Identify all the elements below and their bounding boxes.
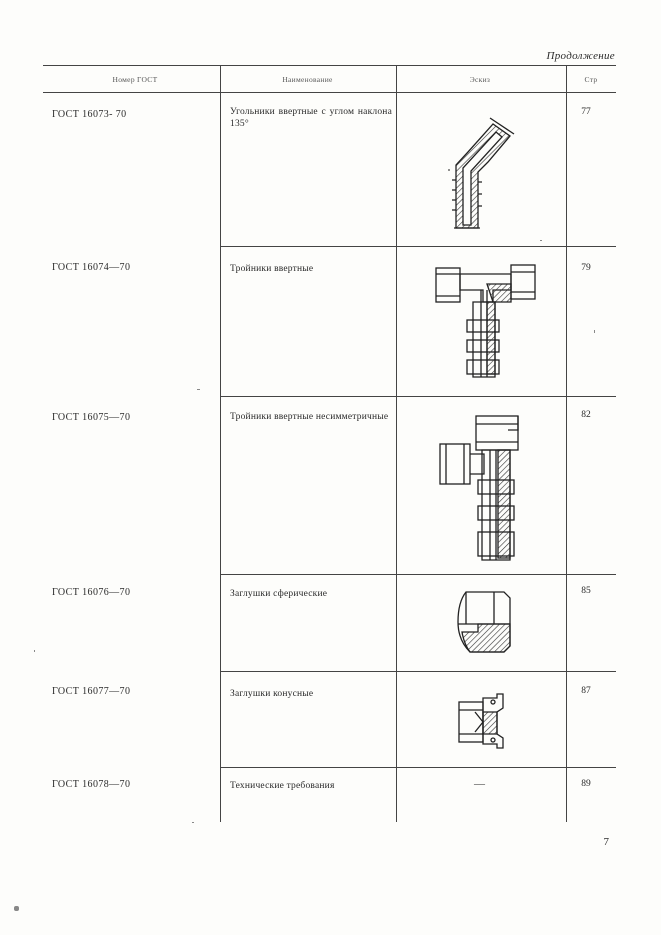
column-header-gost: Номер ГОСТ xyxy=(112,75,158,84)
conical-plug-sketch xyxy=(453,690,513,752)
scan-speck xyxy=(34,650,35,652)
page-ref: 85 xyxy=(581,586,591,596)
table-top-rule xyxy=(43,65,616,66)
gost-number: ГОСТ 16074—70 xyxy=(52,262,131,273)
item-name: Тройники ввертные xyxy=(230,264,314,274)
row-divider xyxy=(220,574,616,575)
column-divider xyxy=(566,65,567,822)
scan-speck xyxy=(192,822,194,823)
page-number: 7 xyxy=(603,836,609,848)
gost-number: ГОСТ 16075—70 xyxy=(52,412,131,423)
gost-number: ГОСТ 16073- 70 xyxy=(52,109,127,120)
scan-speck xyxy=(540,240,542,241)
scan-speck xyxy=(594,330,595,333)
spherical-plug-sketch xyxy=(456,588,516,656)
page-ref: 79 xyxy=(581,263,591,273)
item-name: Заглушки сферические xyxy=(230,589,328,599)
page-ref: 82 xyxy=(581,410,591,420)
scan-speck xyxy=(14,906,19,911)
page-ref: 77 xyxy=(581,107,591,117)
column-divider xyxy=(396,65,397,822)
item-name: Технические требования xyxy=(230,781,335,791)
item-name: Угольники ввертные с углом наклона 135° xyxy=(230,107,392,129)
column-header-sketch: Эскиз xyxy=(469,75,491,84)
elbow-135-sketch xyxy=(438,110,518,235)
row-divider xyxy=(220,671,616,672)
column-header-name: Наименование xyxy=(282,75,333,84)
row-divider xyxy=(220,396,616,397)
scan-speck xyxy=(197,389,200,390)
column-header-page: Стр xyxy=(584,75,598,84)
asymmetric-tee-sketch xyxy=(438,410,523,565)
gost-number: ГОСТ 16078—70 xyxy=(52,779,131,790)
gost-number: ГОСТ 16077—70 xyxy=(52,686,131,697)
row-divider xyxy=(220,246,616,247)
tee-sketch xyxy=(433,262,543,382)
item-name: Тройники ввертные несимметричные xyxy=(230,412,389,422)
page-ref: 89 xyxy=(581,779,591,789)
item-name: Заглушки конусные xyxy=(230,689,314,699)
column-divider xyxy=(220,65,221,822)
table-header-rule xyxy=(43,92,616,93)
gost-number: ГОСТ 16076—70 xyxy=(52,587,131,598)
row-divider xyxy=(220,767,616,768)
page-ref: 87 xyxy=(581,686,591,696)
no-sketch-dash: — xyxy=(474,778,485,790)
continuation-label: Продолжение xyxy=(546,50,615,62)
